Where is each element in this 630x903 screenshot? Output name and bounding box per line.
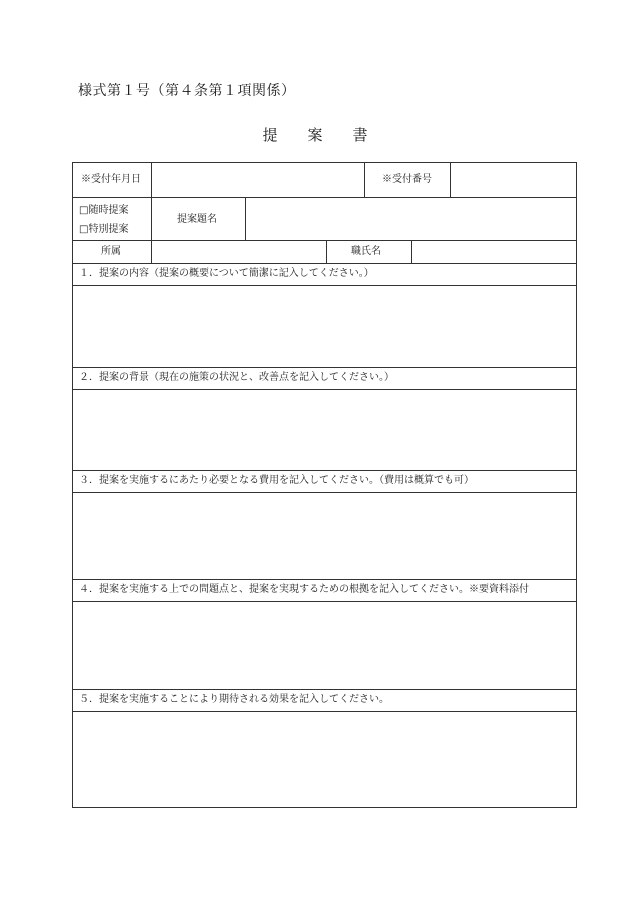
received-number-field[interactable]: [451, 163, 576, 197]
section-5-heading: ５．提案を実施することにより期待される効果を記入してください。: [79, 694, 389, 705]
position-name-label: 職氏名: [351, 246, 381, 257]
section-4-heading: ４．提案を実施する上での問題点と、提案を実現するための根拠を記入してください。※要資料添付: [79, 584, 529, 595]
row-divider: [73, 689, 576, 690]
ad-hoc-proposal-option[interactable]: □随時提案: [79, 205, 129, 216]
affiliation-field[interactable]: [152, 241, 326, 263]
position-name-field[interactable]: [412, 241, 576, 263]
section-2-heading: ２．提案の背景（現在の施策の状況と、改善点を記入してください。）: [79, 372, 394, 383]
received-number-label: ※受付番号: [382, 174, 432, 185]
document-title: 提案書: [262, 126, 398, 144]
section-3-content-area[interactable]: [73, 493, 576, 579]
affiliation-label: 所属: [101, 246, 121, 257]
section-3-heading: ３．提案を実施するにあたり必要となる費用を記入してください。（費用は概算でも可）: [79, 475, 474, 486]
section-4-content-area[interactable]: [73, 602, 576, 689]
proposal-form-table: [72, 162, 577, 808]
section-1-heading: １．提案の内容（提案の概要について簡潔に記入してください。）: [79, 268, 374, 279]
section-1-content-area[interactable]: [73, 286, 576, 367]
column-divider: [364, 163, 365, 197]
row-divider: [73, 367, 576, 368]
proposal-title-field[interactable]: [246, 198, 576, 240]
form-number-label: 様式第１号（第４条第１項関係）: [78, 83, 296, 99]
section-5-content-area[interactable]: [73, 712, 576, 807]
received-date-label: ※受付年月日: [81, 174, 141, 185]
special-proposal-option[interactable]: □特別提案: [79, 224, 129, 235]
row-divider: [73, 579, 576, 580]
section-2-content-area[interactable]: [73, 390, 576, 470]
row-divider: [73, 263, 576, 264]
column-divider: [151, 197, 152, 240]
received-date-field[interactable]: [152, 163, 364, 197]
column-divider: [326, 240, 327, 263]
row-divider: [73, 470, 576, 471]
proposal-title-label: 提案題名: [177, 214, 217, 225]
